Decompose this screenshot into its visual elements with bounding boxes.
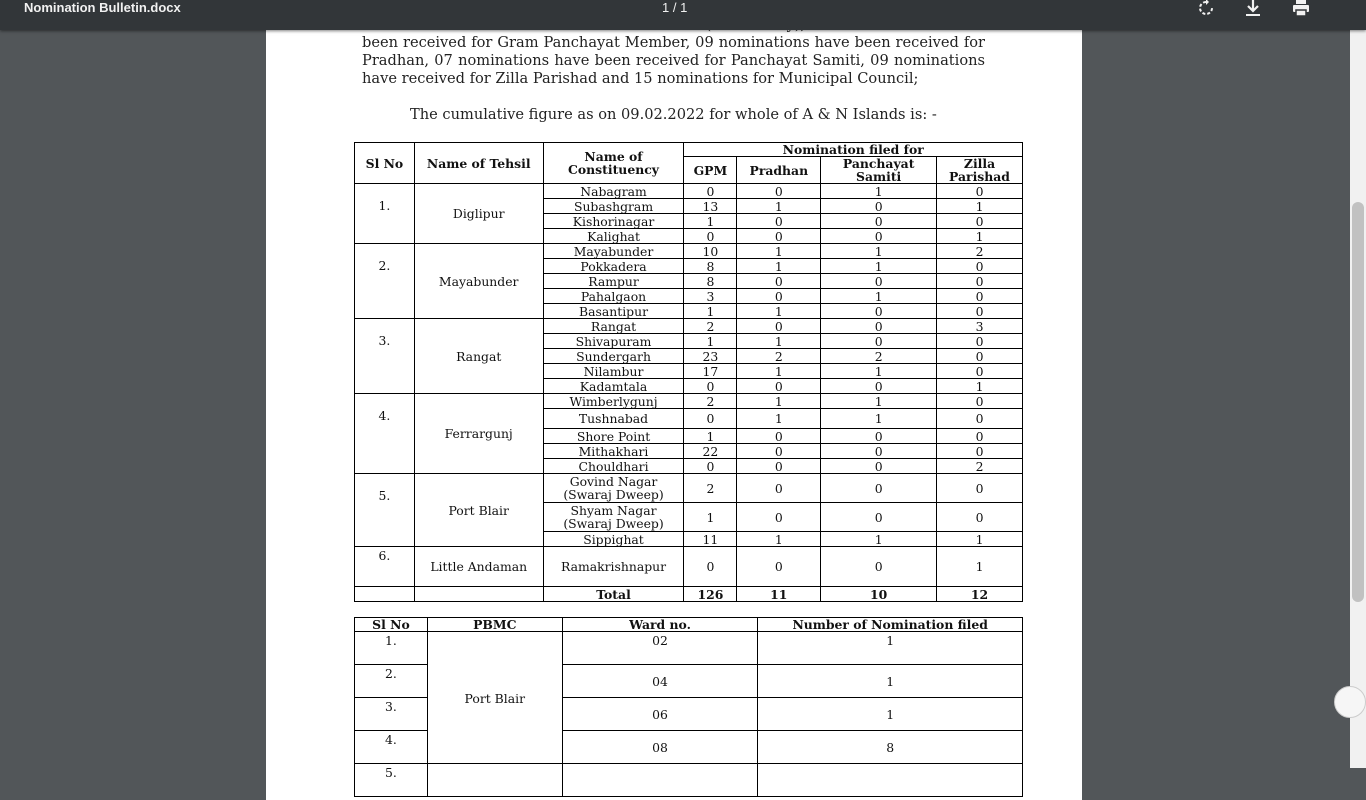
download-icon[interactable] <box>1243 0 1263 18</box>
print-icon[interactable] <box>1291 0 1311 18</box>
pradhan-count: 0 <box>737 214 821 229</box>
ward-number <box>562 764 758 797</box>
zilla-parishad-count: 0 <box>937 259 1023 274</box>
empty-cell <box>414 587 543 602</box>
zilla-parishad-count: 2 <box>937 459 1023 474</box>
empty-cell <box>355 587 415 602</box>
gpm-count: 13 <box>684 199 737 214</box>
gpm-count: 8 <box>684 259 737 274</box>
tehsil-name: Rangat <box>414 319 543 394</box>
constituency-name: Basantipur <box>543 304 684 319</box>
constituency-name: Pokkadera <box>543 259 684 274</box>
ward-header-count: Number of Nomination filed <box>758 618 1023 632</box>
constituency-name: Govind Nagar (Swaraj Dweep) <box>543 474 684 503</box>
zilla-parishad-count: 1 <box>937 379 1023 394</box>
tehsil-name: Mayabunder <box>414 244 543 319</box>
pradhan-count: 0 <box>737 229 821 244</box>
header-tehsil: Name of Tehsil <box>414 143 543 184</box>
ward-sl-no: 1. <box>355 632 428 665</box>
zilla-parishad-count: 0 <box>937 444 1023 459</box>
document-page <box>266 0 1082 800</box>
zilla-parishad-count: 0 <box>937 429 1023 444</box>
pradhan-count: 1 <box>737 394 821 409</box>
pradhan-count: 1 <box>737 532 821 547</box>
panchayat-samiti-count: 0 <box>821 474 937 503</box>
panchayat-samiti-count: 0 <box>821 319 937 334</box>
header-nomination-group: Nomination filed for <box>684 143 1023 157</box>
zilla-parishad-count: 0 <box>937 304 1023 319</box>
pradhan-count: 1 <box>737 304 821 319</box>
ward-sl-no: 3. <box>355 698 428 731</box>
gpm-count: 1 <box>684 304 737 319</box>
zilla-parishad-count: 1 <box>937 547 1023 587</box>
ward-header-sl-no: Sl No <box>355 618 428 632</box>
constituency-name: Shivapuram <box>543 334 684 349</box>
panchayat-samiti-count: 0 <box>821 274 937 289</box>
pradhan-count: 1 <box>737 409 821 429</box>
tehsil-sl-no: 3. <box>355 319 415 394</box>
constituency-name: Subashgram <box>543 199 684 214</box>
zilla-parishad-count: 0 <box>937 474 1023 503</box>
pradhan-count: 0 <box>737 379 821 394</box>
zilla-parishad-count: 0 <box>937 214 1023 229</box>
header-zilla-parishad: Zilla Parishad <box>937 157 1023 184</box>
zilla-parishad-count: 0 <box>937 503 1023 532</box>
gpm-count: 2 <box>684 394 737 409</box>
ward-number: 08 <box>562 731 758 764</box>
zilla-parishad-count: 0 <box>937 364 1023 379</box>
panchayat-samiti-count: 0 <box>821 429 937 444</box>
total-panchayat-samiti: 10 <box>821 587 937 602</box>
zilla-parishad-count: 0 <box>937 289 1023 304</box>
panchayat-samiti-count: 1 <box>821 289 937 304</box>
pradhan-count: 1 <box>737 244 821 259</box>
pradhan-count: 1 <box>737 364 821 379</box>
ward-nomination-count: 1 <box>758 632 1023 665</box>
panchayat-samiti-count: 0 <box>821 379 937 394</box>
zilla-parishad-count: 0 <box>937 184 1023 199</box>
panchayat-samiti-count: 0 <box>821 547 937 587</box>
gpm-count: 0 <box>684 459 737 474</box>
empty-cell <box>427 764 562 797</box>
zilla-parishad-count: 0 <box>937 409 1023 429</box>
gpm-count: 3 <box>684 289 737 304</box>
nomination-table-body <box>355 184 1023 602</box>
constituency-name: Sippighat <box>543 532 684 547</box>
header-panchayat-samiti: Panchayat Samiti <box>821 157 937 184</box>
pbmc-name: Port Blair <box>427 632 562 764</box>
cumulative-caption: The cumulative figure as on 09.02.2022 for whole of A & N Islands is: - <box>410 106 937 123</box>
panchayat-samiti-count: 0 <box>821 459 937 474</box>
gpm-count: 23 <box>684 349 737 364</box>
gpm-count: 11 <box>684 532 737 547</box>
gpm-count: 17 <box>684 364 737 379</box>
gpm-count: 22 <box>684 444 737 459</box>
pradhan-count: 0 <box>737 319 821 334</box>
panchayat-samiti-count: 1 <box>821 259 937 274</box>
header-pradhan: Pradhan <box>737 157 821 184</box>
ward-row <box>355 632 1023 665</box>
tehsil-sl-no: 5. <box>355 474 415 547</box>
panchayat-samiti-count: 0 <box>821 304 937 319</box>
ward-table <box>354 617 1023 797</box>
pradhan-count: 0 <box>737 547 821 587</box>
ward-sl-no: 2. <box>355 665 428 698</box>
table-row <box>355 184 1023 199</box>
panchayat-samiti-count: 0 <box>821 199 937 214</box>
ward-table-body <box>355 632 1023 797</box>
constituency-name: Shore Point <box>543 429 684 444</box>
zilla-parishad-count: 1 <box>937 532 1023 547</box>
total-row <box>355 587 1023 602</box>
panchayat-samiti-count: 1 <box>821 409 937 429</box>
tehsil-sl-no: 4. <box>355 394 415 474</box>
pradhan-count: 0 <box>737 429 821 444</box>
table-row <box>355 547 1023 587</box>
zilla-parishad-count: 0 <box>937 274 1023 289</box>
scrollbar-thumb[interactable] <box>1352 202 1364 602</box>
ward-sl-no: 4. <box>355 731 428 764</box>
constituency-name: Kalighat <box>543 229 684 244</box>
constituency-name: Wimberlygunj <box>543 394 684 409</box>
gpm-count: 0 <box>684 379 737 394</box>
ward-sl-no: 5. <box>355 764 428 797</box>
panchayat-samiti-count: 0 <box>821 214 937 229</box>
pradhan-count: 0 <box>737 289 821 304</box>
constituency-name: Kadamtala <box>543 379 684 394</box>
total-pradhan: 11 <box>737 587 821 602</box>
fit-page-button[interactable] <box>1334 686 1366 718</box>
tehsil-name: Little Andaman <box>414 547 543 587</box>
tehsil-sl-no: 2. <box>355 244 415 319</box>
gpm-count: 1 <box>684 429 737 444</box>
total-zilla-parishad: 12 <box>937 587 1023 602</box>
intro-paragraph: been received for Gram Panchayat Member, 09 nominations have been received for Pradhan, 07 nominations have been received for Panchayat Samiti, 09 nominations have received for Zilla Parishad and 15 nominations for Municipal Council; <box>362 34 985 87</box>
pradhan-count: 0 <box>737 459 821 474</box>
constituency-name: Pahalgaon <box>543 289 684 304</box>
gpm-count: 1 <box>684 334 737 349</box>
ward-header-ward: Ward no. <box>562 618 758 632</box>
ward-number: 04 <box>562 665 758 698</box>
table-row <box>355 244 1023 259</box>
tehsil-name: Diglipur <box>414 184 543 244</box>
pradhan-count: 0 <box>737 474 821 503</box>
gpm-count: 2 <box>684 319 737 334</box>
ward-header-pbmc: PBMC <box>427 618 562 632</box>
pradhan-count: 0 <box>737 274 821 289</box>
ward-nomination-count: 8 <box>758 731 1023 764</box>
tehsil-sl-no: 1. <box>355 184 415 244</box>
page-counter: 1 / 1 <box>662 0 688 15</box>
table-row <box>355 319 1023 334</box>
constituency-name: Mayabunder <box>543 244 684 259</box>
gpm-count: 1 <box>684 503 737 532</box>
constituency-name: Mithakhari <box>543 444 684 459</box>
ward-nomination-count: 1 <box>758 698 1023 731</box>
zilla-parishad-count: 1 <box>937 199 1023 214</box>
zilla-parishad-count: 0 <box>937 334 1023 349</box>
total-gpm: 126 <box>684 587 737 602</box>
zilla-parishad-count: 1 <box>937 229 1023 244</box>
constituency-name: Ramakrishnapur <box>543 547 684 587</box>
gpm-count: 0 <box>684 409 737 429</box>
document-title: Nomination Bulletin.docx <box>24 0 181 15</box>
panchayat-samiti-count: 1 <box>821 394 937 409</box>
gpm-count: 0 <box>684 184 737 199</box>
panchayat-samiti-count: 1 <box>821 532 937 547</box>
constituency-name: Tushnabad <box>543 409 684 429</box>
tehsil-name: Port Blair <box>414 474 543 547</box>
zilla-parishad-count: 0 <box>937 394 1023 409</box>
zilla-parishad-count: 2 <box>937 244 1023 259</box>
zilla-parishad-count: 3 <box>937 319 1023 334</box>
ward-row <box>355 764 1023 797</box>
ward-number: 06 <box>562 698 758 731</box>
pradhan-count: 1 <box>737 259 821 274</box>
pdf-toolbar <box>0 0 1366 30</box>
table-row <box>355 474 1023 503</box>
zilla-parishad-count: 0 <box>937 349 1023 364</box>
constituency-name: Rampur <box>543 274 684 289</box>
gpm-count: 10 <box>684 244 737 259</box>
rotate-icon[interactable] <box>1196 0 1216 18</box>
nomination-table <box>354 142 1023 602</box>
pradhan-count: 1 <box>737 334 821 349</box>
ward-nomination-count <box>758 764 1023 797</box>
ward-number: 02 <box>562 632 758 665</box>
gpm-count: 8 <box>684 274 737 289</box>
panchayat-samiti-count: 2 <box>821 349 937 364</box>
table-row <box>355 394 1023 409</box>
gpm-count: 0 <box>684 229 737 244</box>
header-gpm: GPM <box>684 157 737 184</box>
pradhan-count: 0 <box>737 444 821 459</box>
header-constituency: Name of Constituency <box>543 143 684 184</box>
pradhan-count: 0 <box>737 184 821 199</box>
constituency-name: Chouldhari <box>543 459 684 474</box>
tehsil-sl-no: 6. <box>355 547 415 587</box>
ward-nomination-count: 1 <box>758 665 1023 698</box>
total-label: Total <box>543 587 684 602</box>
panchayat-samiti-count: 0 <box>821 334 937 349</box>
gpm-count: 0 <box>684 547 737 587</box>
panchayat-samiti-count: 1 <box>821 244 937 259</box>
constituency-name: Rangat <box>543 319 684 334</box>
constituency-name: Kishorinagar <box>543 214 684 229</box>
constituency-name: Shyam Nagar (Swaraj Dweep) <box>543 503 684 532</box>
constituency-name: Nabagram <box>543 184 684 199</box>
tehsil-name: Ferrargunj <box>414 394 543 474</box>
panchayat-samiti-count: 1 <box>821 364 937 379</box>
gpm-count: 2 <box>684 474 737 503</box>
constituency-name: Nilambur <box>543 364 684 379</box>
header-sl-no: Sl No <box>355 143 415 184</box>
panchayat-samiti-count: 0 <box>821 229 937 244</box>
panchayat-samiti-count: 1 <box>821 184 937 199</box>
pradhan-count: 0 <box>737 503 821 532</box>
panchayat-samiti-count: 0 <box>821 503 937 532</box>
pradhan-count: 2 <box>737 349 821 364</box>
constituency-name: Sundergarh <box>543 349 684 364</box>
gpm-count: 1 <box>684 214 737 229</box>
pradhan-count: 1 <box>737 199 821 214</box>
panchayat-samiti-count: 0 <box>821 444 937 459</box>
